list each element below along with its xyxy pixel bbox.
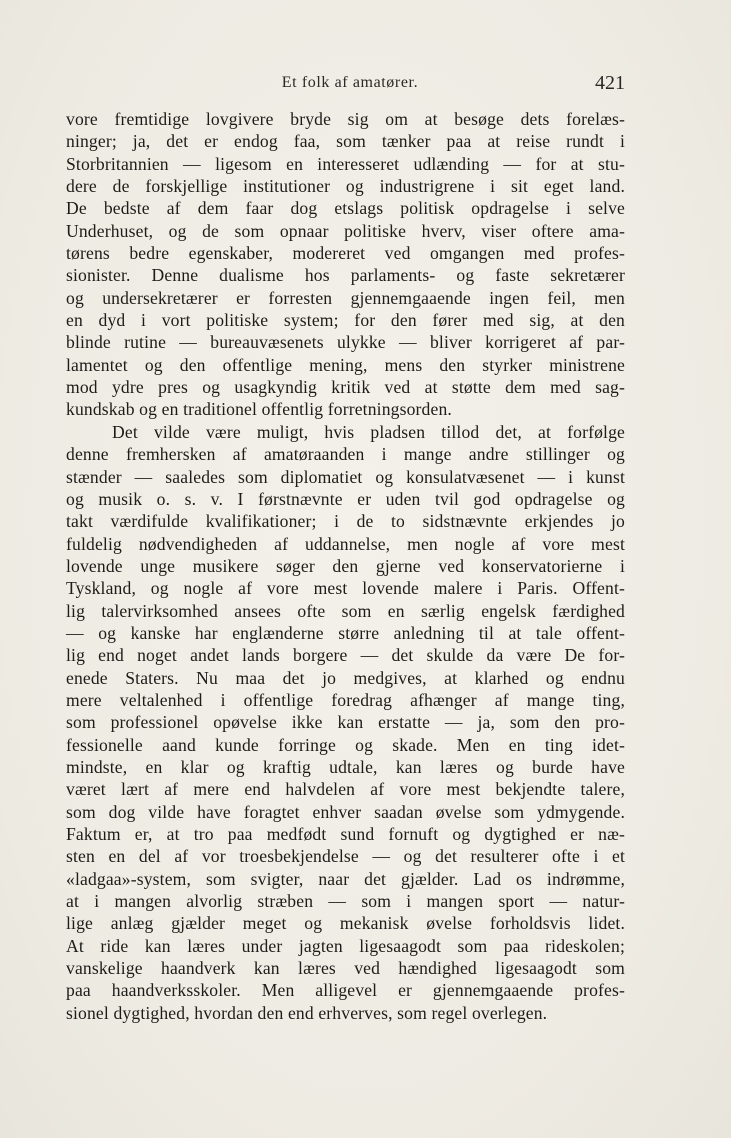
text-line: sionister. Denne dualisme hos parlaments- og faste sekretærer [66, 265, 625, 286]
text-line: og undersekretærer er forresten gjennemgaaende ingen feil, men [66, 287, 625, 308]
text-line: lovende unge musikere søger den gjerne ved konservatorierne i [66, 555, 625, 576]
text-line: mod ydre pres og usagkyndig kritik ved at støtte dem med sag- [66, 377, 625, 398]
text-line: Storbritannien — ligesom en interesseret udlænding — for at stu- [66, 153, 625, 174]
text-line: vore fremtidige lovgivere bryde sig om at besøge dets forelæs- [66, 109, 625, 129]
paragraph-start-line: Det vilde være muligt, hvis pladsen tillod det, at forfølge [112, 421, 625, 442]
text-line: lige anlæg gjælder meget og mekanisk øvelse forholdsvis lidet. [66, 913, 625, 934]
page-number: 421 [595, 72, 625, 94]
text-line: enede Staters. Nu maa det jo medgives, at klarhed og endnu [66, 667, 625, 688]
text-line: Tyskland, og nogle af vore mest lovende malere i Paris. Offent- [66, 578, 625, 599]
text-line: en dyd i vort politiske system; for den fører med sig, at den [66, 310, 625, 331]
text-line: og musik o. s. v. I førstnævnte er uden tvil god opdragelse og [66, 488, 625, 509]
text-line: Faktum er, at tro paa medfødt sund fornuft og dygtighed er næ- [66, 824, 625, 844]
text-line: som dog vilde have foragtet enhver saadan øvelse som ydmygende. [66, 801, 625, 822]
text-line: vanskelige haandverk kan læres ved hændighed ligesaagodt som [66, 958, 625, 979]
text-line: været lært af mere end halvdelen af vore mest bekjendte talere, [66, 779, 625, 800]
text-line: paa haandverksskoler. Men alligevel er gjennemgaaende profes- [66, 980, 625, 1001]
text-line: takt værdifulde kvalifikationer; i de to sidstnævnte erkjendes jo [66, 511, 625, 532]
text-line: lig end noget andet lands borgere — det skulde da være De for- [66, 645, 625, 666]
text-line: Underhuset, og de som opnaar politiske hverv, viser oftere ama- [66, 220, 625, 241]
text-line: De bedste af dem faar dog etslags politisk opdragelse i selve [66, 198, 625, 219]
text-line: kundskab og en traditionel offentlig forretningsorden. [66, 399, 452, 420]
text-line: tørens bedre egenskaber, modereret ved omgangen med profes- [66, 243, 625, 264]
text-line: lig talervirksomhed ansees ofte som en særlig engelsk færdighed [66, 600, 625, 621]
text-line: at i mangen alvorlig stræben — som i mangen sport — natur- [66, 891, 625, 912]
text-line: denne fremhersken af amatøraanden i mange andre stillinger og [66, 444, 625, 465]
text-line: — og kanske har englænderne større anledning til at tale offent- [66, 622, 625, 643]
running-head [0, 72, 731, 100]
text-line: sten en del af vor troesbekjendelse — og det resulterer ofte i et [66, 846, 625, 867]
text-line: ninger; ja, det er endog faa, som tænker paa at reise rundt i [66, 131, 625, 152]
running-title: Et folk af amatører. [281, 74, 419, 91]
text-line: fessionelle aand kunde forringe og skade. Men en ting idet- [66, 734, 625, 755]
body-text [66, 108, 625, 1024]
text-line: fuldelig nødvendigheden af uddannelse, men nogle af vore mest [66, 533, 625, 554]
text-line: «ladgaa»-system, som svigter, naar det gjælder. Lad os indrømme, [66, 868, 625, 889]
text-line: lamentet og den offentlige mening, mens den styrker ministrene [66, 354, 625, 375]
text-line: dere de forskjellige institutioner og industrigrene i sit eget land. [66, 176, 625, 197]
text-line: mere veltalenhed i offentlige foredrag afhænger af mange ting, [66, 689, 625, 710]
text-line: stænder — saaledes som diplomatiet og konsulatvæsenet — i kunst [66, 466, 625, 487]
text-line: blinde rutine — bureauvæsenets ulykke — bliver korrigeret af par- [66, 332, 625, 353]
text-line: som professionel opøvelse ikke kan erstatte — ja, som den pro- [66, 712, 625, 733]
text-line: sionel dygtighed, hvordan den end erhverves, som regel overlegen. [66, 1002, 548, 1023]
text-line: mindste, en klar og kraftig udtale, kan læres og burde have [66, 756, 625, 777]
text-line: At ride kan læres under jagten ligesaagodt som paa rideskolen; [66, 935, 625, 956]
